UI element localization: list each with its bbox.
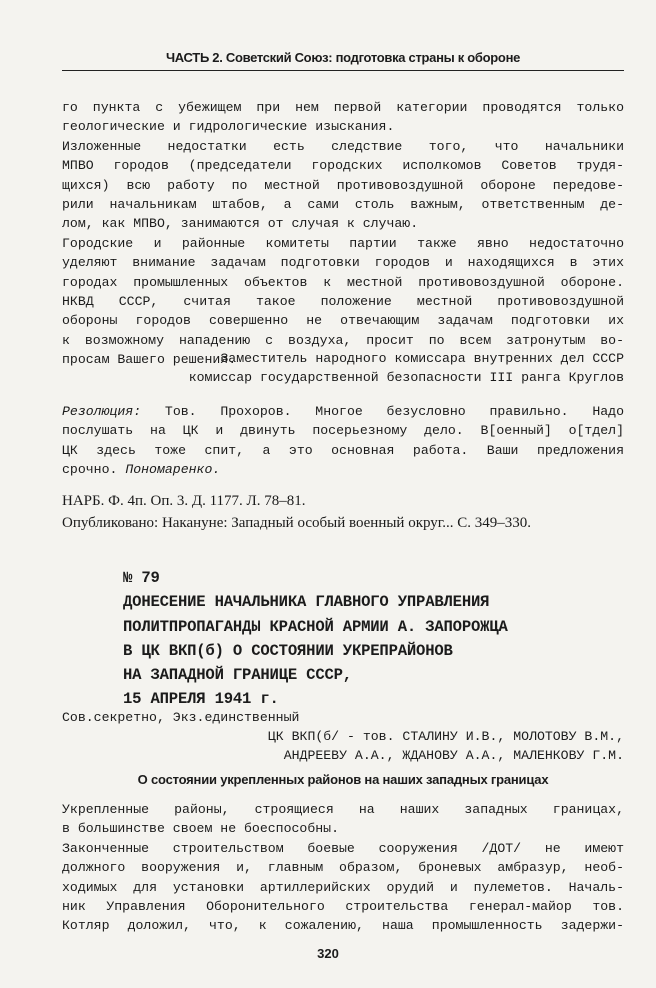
resolution-line bbox=[62, 402, 624, 421]
signature-line: комиссар государственной безопасности III ранга Круглов bbox=[188, 370, 624, 386]
addressee-line: ЦК ВКП(б/ - тов. СТАЛИНУ И.В., МОЛОТОВУ В.М., bbox=[267, 729, 624, 744]
document-title bbox=[123, 566, 643, 712]
resolution-label: Резолюция: bbox=[62, 404, 142, 419]
page-number: 320 bbox=[317, 946, 339, 961]
source-notes bbox=[62, 490, 624, 534]
signature-line: Заместитель народного комиссара внутренних дел СССР bbox=[220, 351, 624, 366]
text-line: Котляр доложил, что, к сожалению, наша промышленность задержи- bbox=[62, 918, 624, 934]
text-line: Законченные строительством боевые сооружения /ДОТ/ не имеют bbox=[62, 840, 624, 856]
text-line: уделяют внимание задачам подготовки городов и находящихся в этих bbox=[62, 255, 624, 271]
secrecy-stamp bbox=[62, 708, 624, 727]
text-line: го пункта с убежищем при нем первой категории проводятся только bbox=[62, 100, 624, 115]
header-rule bbox=[62, 70, 624, 71]
resolution-line bbox=[62, 460, 624, 479]
archive-reference: НАРБ. Ф. 4п. Оп. 3. Д. 1177. Л. 78–81. bbox=[62, 493, 306, 509]
resolution-line: послушать на ЦК и двинуть посерьезному дело. В[оенный] о[тдел] bbox=[62, 423, 624, 439]
title-line: ПОЛИТПРОПАГАНДЫ КРАСНОЙ АРМИИ А. ЗАПОРОЖЦА bbox=[123, 617, 508, 636]
text-line: геологические и гидрологические изыскания. bbox=[62, 119, 395, 135]
text-line: НКВД СССР, считая такое положение местной противовоздушной bbox=[62, 293, 624, 309]
resolution-text: срочно. bbox=[62, 462, 126, 478]
section-subheading: О состоянии укрепленных районов на наших западных границах bbox=[137, 772, 549, 787]
text-line: просам Вашего решения. bbox=[62, 352, 237, 368]
text-line: обороны городов совершенно не отвечающим задачам подготовки их bbox=[62, 313, 624, 329]
title-line: В ЦК ВКП(б) О СОСТОЯНИИ УКРЕПРАЙОНОВ bbox=[123, 641, 453, 660]
document-number: № 79 bbox=[123, 569, 160, 587]
text-line: Укрепленные районы, строящиеся на наших западных границах, bbox=[62, 802, 624, 817]
text-line: рили начальникам штабов, а сами столь важным, ответственным де- bbox=[62, 196, 624, 212]
text-line: должного вооружения и, главным образом, броневых амбразур, необ- bbox=[62, 860, 624, 876]
resolution bbox=[62, 402, 624, 480]
addressee-line: АНДРЕЕВУ А.А., ЖДАНОВУ А.А., МАЛЕНКОВУ Г.М. bbox=[283, 748, 624, 764]
text-line: лом, как МПВО, занимаются от случая к случаю. bbox=[62, 216, 419, 232]
title-line: ДОНЕСЕНИЕ НАЧАЛЬНИКА ГЛАВНОГО УПРАВЛЕНИЯ bbox=[123, 593, 490, 612]
text-line: городах промышленных объектов к местной противовоздушной обороне. bbox=[62, 274, 624, 290]
signature-block bbox=[62, 349, 624, 388]
secrecy-line: Сов.секретно, Экз.единственный bbox=[62, 710, 300, 725]
text-line: Изложенные недостатки есть следствие того, что начальники bbox=[62, 138, 624, 154]
resolution-line: ЦК здесь тоже спит, а это основная работа. Ваши предложения bbox=[62, 442, 624, 458]
text-line: ходимых для установки артиллерийских орудий и пулеметов. Началь- bbox=[62, 879, 624, 895]
document-body bbox=[62, 800, 624, 936]
running-header: ЧАСТЬ 2. Советский Союз: подготовка страны к обороне bbox=[165, 50, 521, 65]
text-line: щихся) всю работу по местной противовоздушной обороне передове- bbox=[62, 177, 624, 193]
text-line: Городские и районные комитеты партии также явно недостаточно bbox=[62, 235, 624, 251]
previous-document-body bbox=[62, 98, 624, 369]
text-line: МПВО городов (председатели городских исполкомов Советов трудя- bbox=[62, 158, 624, 174]
text-line: в большинстве своем не боеспособны. bbox=[62, 821, 339, 837]
text-line: к возможному нападению с воздуха, просит по всем затронутым во- bbox=[62, 332, 624, 348]
title-line: НА ЗАПАДНОЙ ГРАНИЦЕ СССР, bbox=[123, 666, 352, 685]
resolution-signer: Пономаренко. bbox=[125, 462, 221, 478]
addressee bbox=[62, 727, 624, 766]
resolution-text: Тов. Прохоров. Многое безусловно правильно. Надо bbox=[141, 404, 624, 419]
publication-reference: Опубликовано: Накануне: Западный особый военный округ... С. 349–330. bbox=[62, 515, 532, 531]
text-line: ник Управления Оборонительного строительства генерал-майор тов. bbox=[62, 898, 624, 914]
title-date: 15 АПРЕЛЯ 1941 г. bbox=[123, 690, 279, 709]
